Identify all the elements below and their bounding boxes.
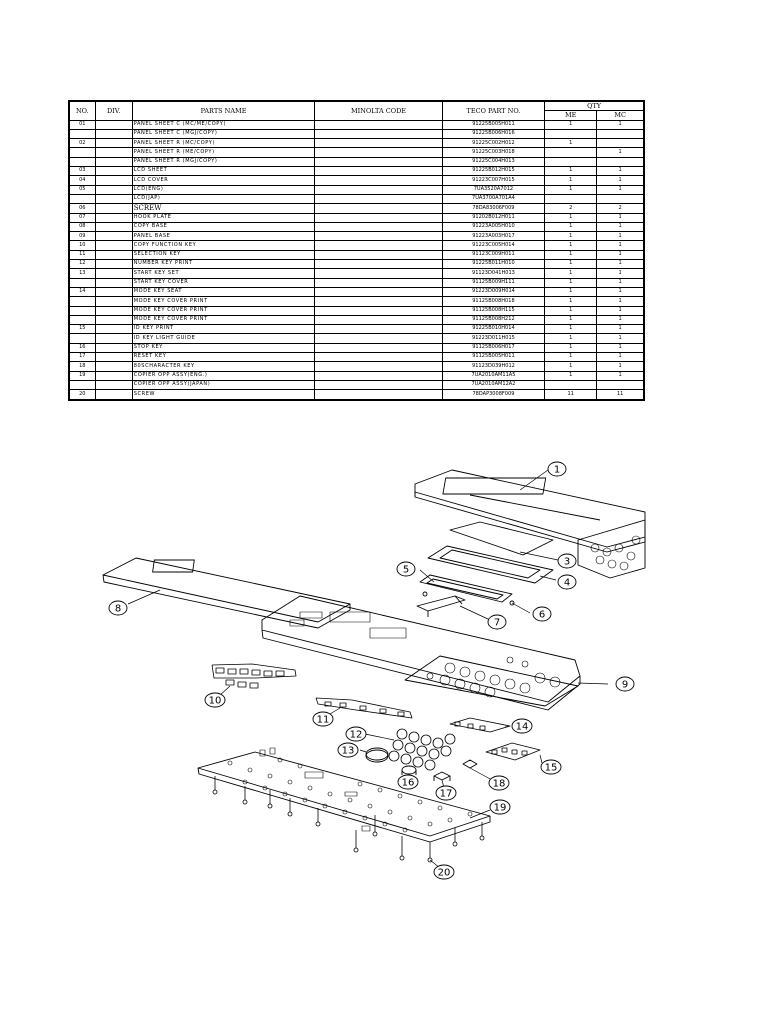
callout-label: 17 [439, 788, 453, 800]
cell-qty-mc: 1 [597, 185, 644, 194]
cell-parts-name: COPY BASE [132, 222, 315, 231]
cell-teco-part-no: 91202B012H011 [442, 213, 544, 222]
cell-qty-me: 1 [545, 325, 597, 334]
cell-parts-name: MODE KEY COVER PRINT [132, 306, 315, 315]
cell-teco-part-no: 78DA83006F009 [442, 204, 544, 213]
callout-9 [616, 677, 634, 691]
cell-qty-me: 1 [545, 213, 597, 222]
cell-teco-part-no: 91225C003H018 [442, 148, 544, 157]
cell-qty-mc: 1 [597, 353, 644, 362]
cell-qty-mc: 1 [597, 306, 644, 315]
cell-teco-part-no: 91125B005H011 [442, 353, 544, 362]
cell-teco-part-no: 7UA2010AM12A2 [442, 380, 544, 389]
cell-no: 15 [69, 325, 95, 334]
callout-label: 18 [492, 778, 506, 790]
callout-label: 10 [208, 695, 222, 707]
callout-4 [558, 575, 576, 589]
cell-parts-name: MODE KEY COVER PRINT [132, 297, 315, 306]
cell-teco-part-no: 91225B012H015 [442, 167, 544, 176]
cell-qty-mc: 1 [597, 260, 644, 269]
cell-qty-me: 2 [545, 204, 597, 213]
header-no: NO. [69, 101, 95, 120]
mode-key-seat-part [450, 718, 510, 732]
cell-teco-part-no: 91223A005H010 [442, 222, 544, 231]
number-key-print-part [389, 729, 455, 770]
callout-14 [512, 719, 532, 733]
callout-10 [205, 693, 225, 707]
cell-qty-me: 1 [545, 287, 597, 296]
callout-20 [434, 865, 454, 879]
cell-teco-part-no: 91123D039H012 [442, 362, 544, 371]
cell-parts-name: MODE KEY COVER PRINT [132, 315, 315, 324]
cell-parts-name: PANEL SHEET R (MC/COPY) [132, 139, 315, 148]
copy-base-part [103, 558, 350, 628]
cell-teco-part-no: 91125B009H111 [442, 278, 544, 287]
panel-base-part [262, 596, 580, 710]
cell-no: 08 [69, 222, 95, 231]
cell-teco-part-no: 91223A003H017 [442, 232, 544, 241]
cell-teco-part-no: 91225C004H013 [442, 157, 544, 166]
callout-label: 20 [437, 867, 451, 879]
cell-parts-name: PANEL SHEET R (MGJ/COPY) [132, 157, 315, 166]
cell-qty-mc: 2 [597, 204, 644, 213]
callout-19 [490, 800, 510, 814]
cell-qty-me: 1 [545, 176, 597, 185]
cell-parts-name: COPY FUNCTION KEY [132, 241, 315, 250]
cell-teco-part-no: 7UA2010AM11A5 [442, 371, 544, 380]
cell-parts-name: 80SCHARACTER KEY [132, 362, 315, 371]
cell-qty-me: 1 [545, 269, 597, 278]
cell-qty-mc: 1 [597, 176, 644, 185]
cell-teco-part-no: 7UA3700A701A4 [442, 194, 544, 203]
callout-label: 4 [563, 577, 571, 589]
callout-13 [338, 743, 358, 757]
cell-parts-name: COPIER OPP ASSY(JAPAN) [132, 380, 315, 389]
cell-parts-name: START KEY SET [132, 269, 315, 278]
copy-function-key-part [212, 664, 296, 688]
cell-parts-name: PANEL BASE [132, 232, 315, 241]
cell-qty-me: 1 [545, 353, 597, 362]
cell-qty-me: 1 [545, 278, 597, 287]
callout-numbers [109, 462, 634, 879]
cell-qty-mc: 1 [597, 222, 644, 231]
callout-label: 11 [316, 714, 330, 726]
cell-no: 04 [69, 176, 95, 185]
cell-parts-name: SCREW [132, 204, 315, 213]
header-qty: QTY [545, 101, 644, 111]
cell-parts-name: MODE KEY SEAT [132, 287, 315, 296]
cell-parts-name: ID KEY LIGHT GUIDE [132, 334, 315, 343]
callout-17 [436, 786, 456, 800]
panel-sheet-c-part [415, 470, 645, 552]
cell-teco-part-no: 91125B008H212 [442, 315, 544, 324]
cell-qty-me: 1 [545, 343, 597, 352]
cell-teco-part-no: 91225B011H010 [442, 260, 544, 269]
cell-qty-me: 1 [545, 139, 597, 148]
cell-no: 16 [69, 343, 95, 352]
cell-no: 20 [69, 390, 95, 400]
cell-parts-name: LCD SHEET [132, 167, 315, 176]
reset-key-part [434, 772, 450, 781]
cell-qty-me: 11 [545, 390, 597, 400]
stop-key-part [402, 766, 416, 775]
header-qty-mc: MC [597, 111, 644, 120]
cell-no: 12 [69, 260, 95, 269]
cell-no: 10 [69, 241, 95, 250]
cell-no: 02 [69, 139, 95, 148]
callout-7 [488, 615, 506, 629]
cell-qty-mc: 1 [597, 278, 644, 287]
cell-no: 11 [69, 250, 95, 259]
cell-qty-mc: 1 [597, 315, 644, 324]
cell-qty-me: 1 [545, 371, 597, 380]
header-qty-me: ME [545, 111, 597, 120]
cell-qty-me: 1 [545, 120, 597, 129]
cell-qty-mc: 1 [597, 148, 644, 157]
leader-lines [128, 470, 608, 868]
header-parts-name: PARTS NAME [132, 101, 315, 120]
cell-no: 03 [69, 167, 95, 176]
lcd-cover-part [428, 546, 553, 583]
cell-parts-name: SELECTION KEY [132, 250, 315, 259]
callout-label: 9 [621, 679, 629, 691]
callout-label: 14 [515, 721, 529, 733]
cell-parts-name: STOP KEY [132, 343, 315, 352]
cell-qty-mc: 1 [597, 362, 644, 371]
cell-qty-me: 1 [545, 297, 597, 306]
cell-teco-part-no: 91125B008H018 [442, 297, 544, 306]
cell-qty-me: 1 [545, 232, 597, 241]
cell-parts-name: SCREW [132, 390, 315, 400]
cell-qty-mc: 1 [597, 297, 644, 306]
cell-no: 01 [69, 120, 95, 129]
hook-plate-part [417, 596, 465, 617]
cell-qty-mc: 1 [597, 287, 644, 296]
cell-qty-me: 1 [545, 222, 597, 231]
cell-teco-part-no: 91223C007H015 [442, 176, 544, 185]
callout-16 [398, 775, 418, 789]
header-minolta-code: MINOLTA CODE [315, 101, 442, 120]
cell-no: 07 [69, 213, 95, 222]
cell-qty-mc: 1 [597, 250, 644, 259]
cell-teco-part-no: 91123C009H011 [442, 250, 544, 259]
cell-qty-mc: 1 [597, 213, 644, 222]
cell-no: 05 [69, 185, 95, 194]
cell-teco-part-no: 91225C002H012 [442, 139, 544, 148]
callout-label: 12 [349, 729, 363, 741]
callout-12 [346, 727, 366, 741]
lcd-part [420, 575, 514, 605]
header-div: DIV. [95, 101, 132, 120]
callout-label: 3 [563, 556, 571, 568]
cell-teco-part-no: 91225B010H014 [442, 325, 544, 334]
cell-parts-name: LCD(ENG) [132, 185, 315, 194]
cell-teco-part-no: 91223D009H014 [442, 287, 544, 296]
cell-qty-me: 1 [545, 260, 597, 269]
cell-qty-mc: 1 [597, 371, 644, 380]
cell-qty-mc: 11 [597, 390, 644, 400]
cell-teco-part-no: 91223D011H015 [442, 334, 544, 343]
cell-teco-part-no: 91223C005H014 [442, 241, 544, 250]
cell-parts-name: ID KEY PRINT [132, 325, 315, 334]
cell-no: 13 [69, 269, 95, 278]
cell-parts-name: START KEY COVER [132, 278, 315, 287]
id-key-print-part [486, 743, 540, 760]
cell-qty-mc: 1 [597, 269, 644, 278]
start-key-part [366, 748, 388, 762]
header-teco-part-no: TECO PART NO. [442, 101, 544, 120]
cell-teco-part-no: 91225B006H016 [442, 129, 544, 138]
callout-18 [489, 776, 509, 790]
cell-parts-name: RESET KEY [132, 353, 315, 362]
callout-label: 7 [493, 617, 501, 629]
cell-teco-part-no: 91123D041H013 [442, 269, 544, 278]
cell-qty-me: 1 [545, 315, 597, 324]
cell-qty-mc: 1 [597, 232, 644, 241]
lcd-sheet-part [450, 520, 645, 578]
cell-parts-name: PANEL SHEET C (MGJ/COPY) [132, 129, 315, 138]
cell-teco-part-no: 78DAP3008F009 [442, 390, 544, 400]
cell-no: 18 [69, 362, 95, 371]
callout-label: 15 [544, 762, 558, 774]
cell-parts-name: PANEL SHEET C (MC/ME/COPY) [132, 120, 315, 129]
cell-parts-name: HOOK PLATE [132, 213, 315, 222]
callout-label: 6 [538, 609, 546, 621]
cell-qty-me: 1 [545, 362, 597, 371]
cell-qty-mc: 1 [597, 167, 644, 176]
cell-qty-mc: 1 [597, 325, 644, 334]
cell-qty-mc: 1 [597, 343, 644, 352]
cell-no: 14 [69, 287, 95, 296]
cell-qty-me: 1 [545, 185, 597, 194]
callout-label: 5 [402, 564, 410, 576]
callout-3 [558, 554, 576, 568]
callout-5 [397, 562, 415, 576]
callout-label: 16 [401, 777, 415, 789]
cell-parts-name: PANEL SHEET R (ME/COPY) [132, 148, 315, 157]
cell-qty-mc: 1 [597, 241, 644, 250]
callout-6 [533, 607, 551, 621]
cell-no: 09 [69, 232, 95, 241]
cell-parts-name: LCD COVER [132, 176, 315, 185]
character-key-part [463, 760, 477, 768]
callout-label: 19 [493, 802, 507, 814]
cell-teco-part-no: 7UA3520A7012 [442, 185, 544, 194]
callout-15 [541, 760, 561, 774]
cell-no: 19 [69, 371, 95, 380]
cell-qty-me: 1 [545, 250, 597, 259]
cell-qty-mc: 1 [597, 120, 644, 129]
cell-qty-me: 1 [545, 334, 597, 343]
callout-8 [109, 601, 127, 615]
callout-label: 13 [341, 745, 355, 757]
cell-qty-me: 1 [545, 167, 597, 176]
cell-parts-name: COPIER OPP ASSY(ENG.) [132, 371, 315, 380]
callout-label: 8 [114, 603, 122, 615]
cell-qty-me: 1 [545, 241, 597, 250]
cell-no: 06 [69, 204, 95, 213]
cell-teco-part-no: 91225B005H011 [442, 120, 544, 129]
cell-teco-part-no: 91125B008H115 [442, 306, 544, 315]
callout-label: 1 [553, 464, 561, 476]
cell-qty-me: 1 [545, 306, 597, 315]
cell-teco-part-no: 91125B006H017 [442, 343, 544, 352]
callout-1 [548, 462, 566, 476]
cell-qty-mc: 1 [597, 334, 644, 343]
cell-parts-name: NUMBER KEY PRINT [132, 260, 315, 269]
cell-parts-name: LCD(JAP) [132, 194, 315, 203]
cell-no: 17 [69, 353, 95, 362]
callout-11 [313, 712, 333, 726]
